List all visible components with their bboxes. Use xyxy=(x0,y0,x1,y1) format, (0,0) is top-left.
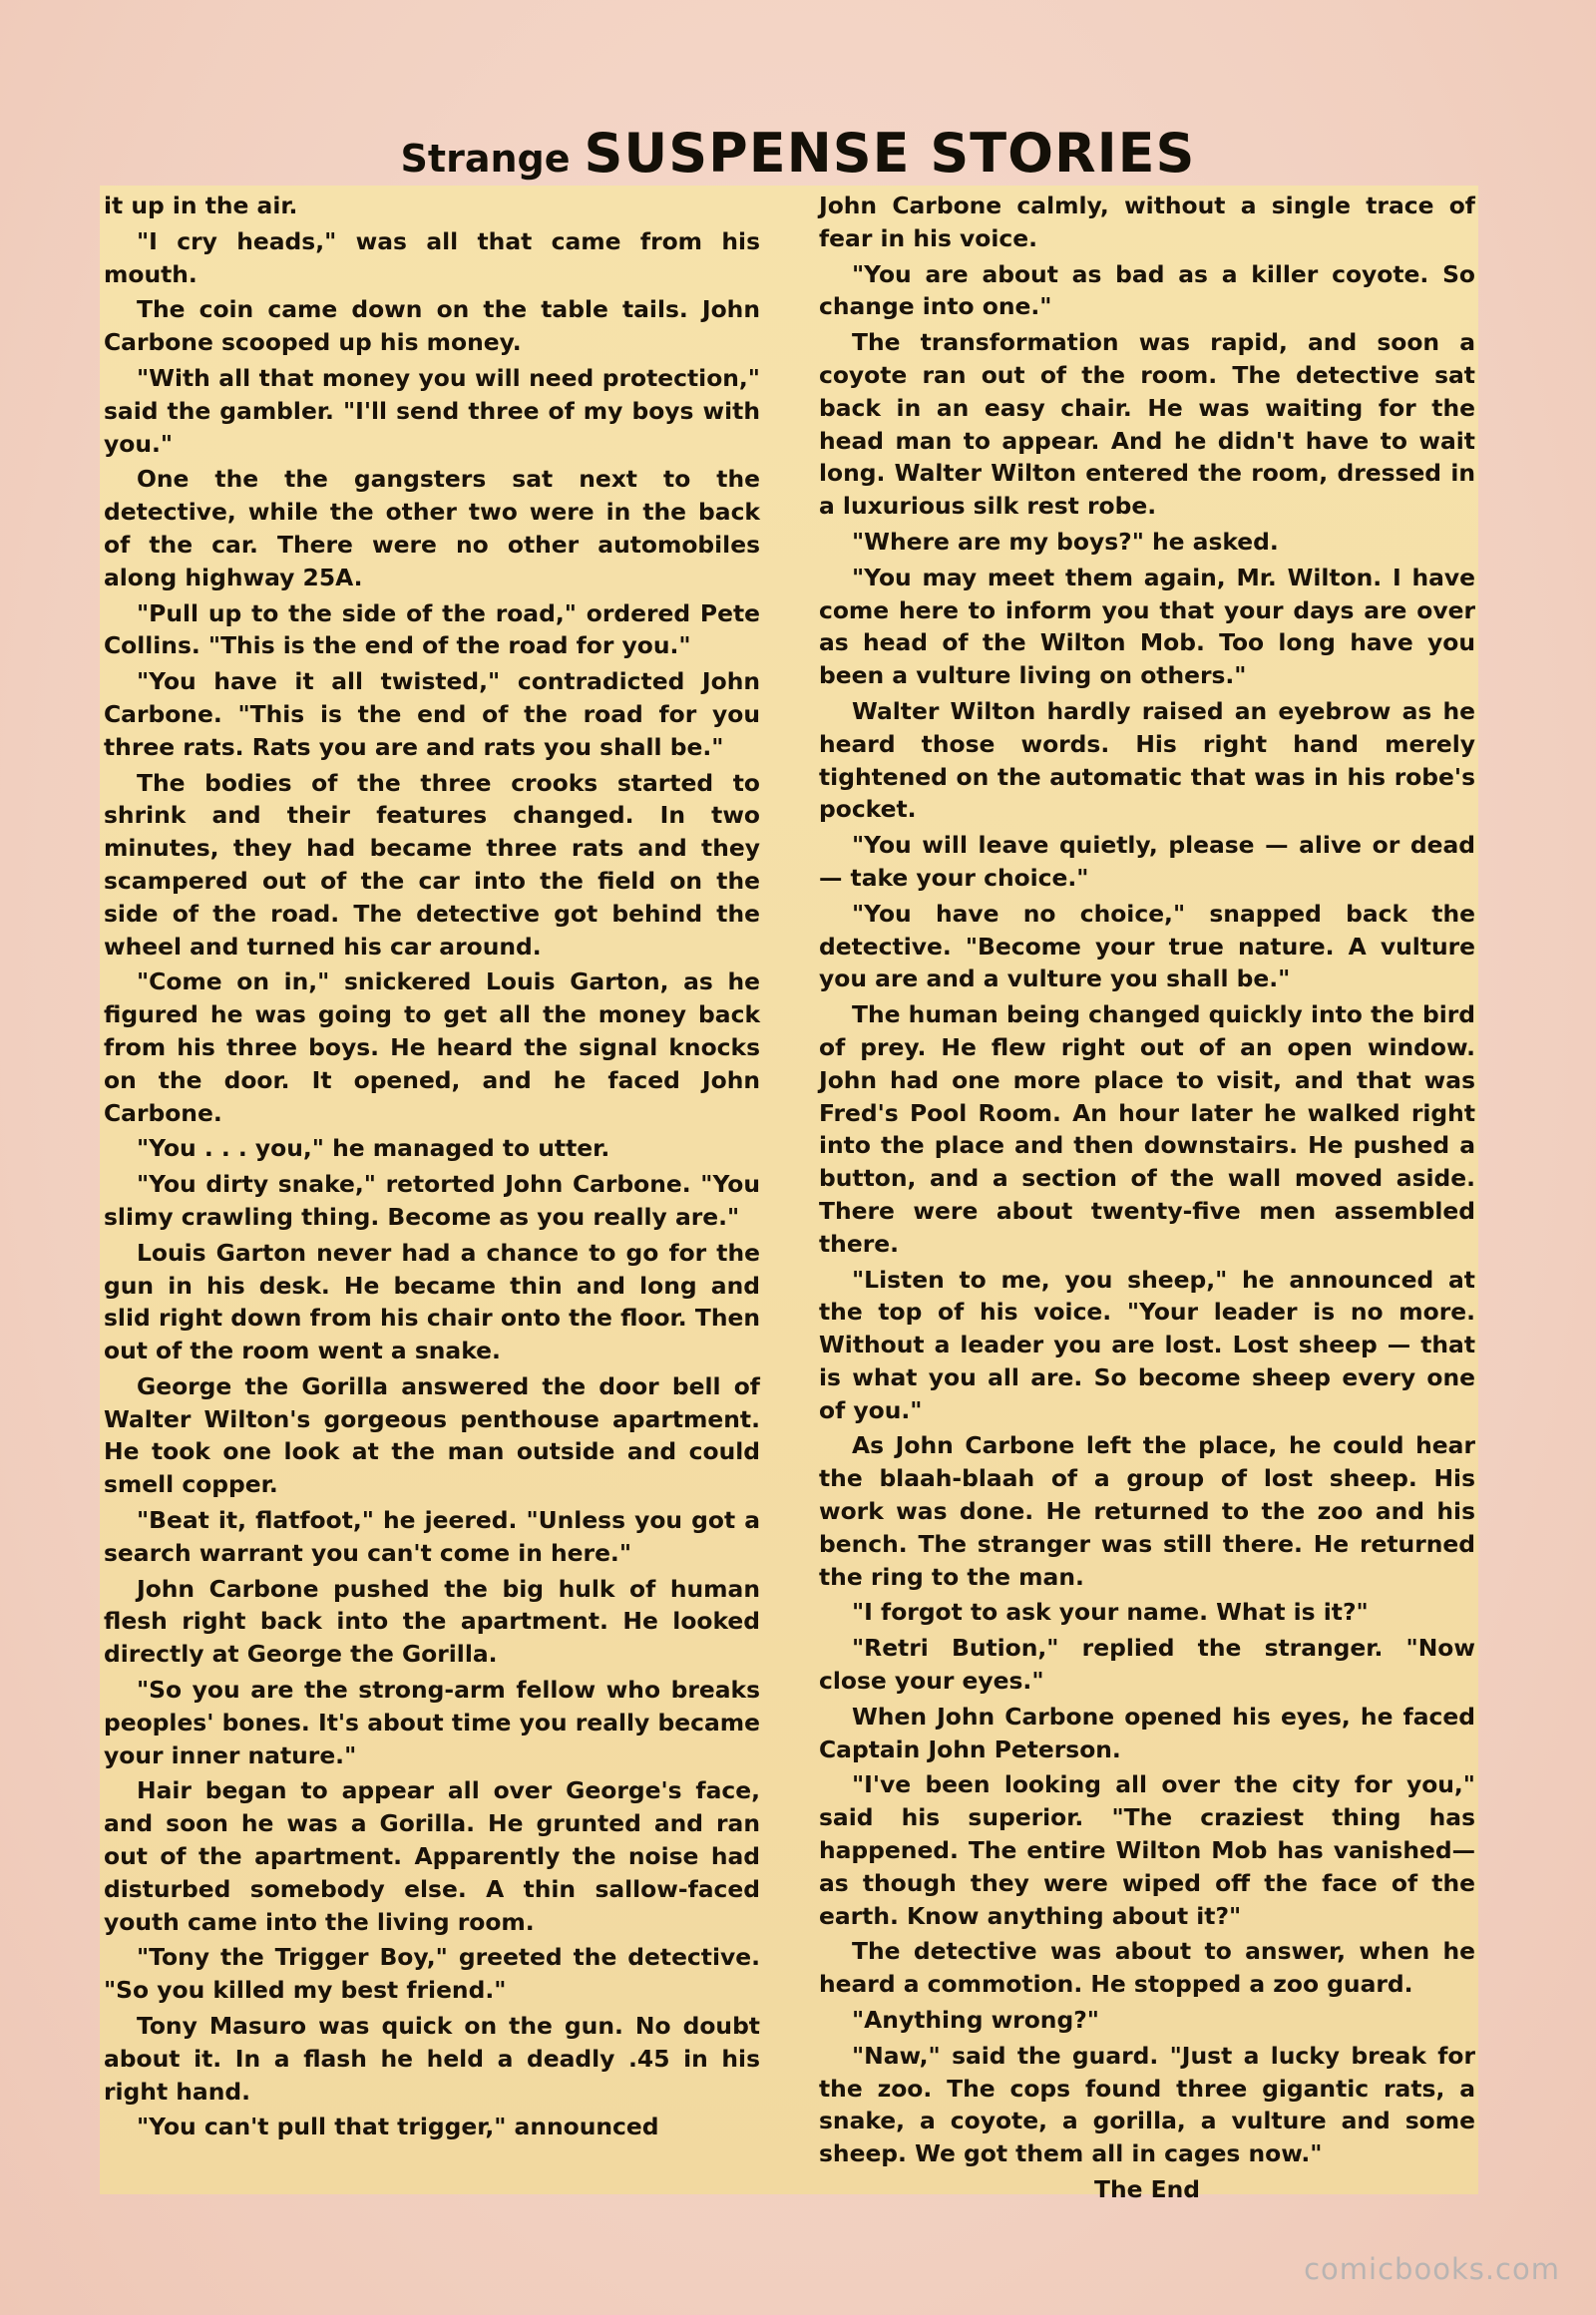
paragraph: "Listen to me, you sheep," he announced at the top of his voice. "Your leader is no more. Without a leader you are lost. Lost sheep — that is what you all are. So become sheep every one of you." xyxy=(819,1265,1475,1424)
paragraph: The human being changed quickly into the bird of prey. He flew right out of an open window. John had one more place to visit, and that was Fred's Pool Room. An hour later he walked right into the place and then downstairs. He pushed a button, and a section of the wall moved aside. There were about twenty-five men assembled there. xyxy=(819,1000,1475,1258)
paragraph: The coin came down on the table tails. John Carbone scooped up his money. xyxy=(104,295,760,357)
the-end-caption: The End xyxy=(1094,2175,1200,2204)
paragraph: "Retri Bution," replied the stranger. "Now close your eyes." xyxy=(819,1634,1475,1696)
paragraph: The detective was about to answer, when he heard a commotion. He stopped a zoo guard. xyxy=(819,1937,1475,1999)
paragraph: George the Gorilla answered the door bell of Walter Wilton's gorgeous penthouse apartment. He took one look at the man outside and could smell copper. xyxy=(104,1371,760,1499)
watermark: comicbooks.com xyxy=(1304,2252,1560,2286)
paragraph: "Anything wrong?" xyxy=(852,2006,1099,2035)
paragraph: One the the gangsters sat next to the detective, while the other two were in the back of the car. There were no other automobiles along highway 25A. xyxy=(104,465,760,591)
header-title: SUSPENSE STORIES xyxy=(584,122,1196,185)
paragraph: "You are about as bad as a killer coyote. So change into one." xyxy=(819,259,1475,321)
paragraph: As John Carbone left the place, he could hear the blaah-blaah of a group of lost sheep. His work was done. He returned to the zoo and his bench. The stranger was still there. He returned the ring to the man. xyxy=(819,1431,1475,1591)
paragraph: "With all that money you will need protection," said the gambler. "I'll send three of my boys with you." xyxy=(104,363,760,458)
paragraph: "Naw," said the guard. "Just a lucky break for the zoo. The cops found three gigantic rats, a snake, a coyote, a gorilla, a vulture and some sheep. We got them all in cages now." xyxy=(819,2041,1475,2168)
paragraph: "You have it all twisted," contradicted John Carbone. "This is the end of the road for you three rats. Rats you are and rats you shall be." xyxy=(104,667,760,761)
paragraph: "You can't pull that trigger," announced xyxy=(137,2113,659,2141)
paragraph: "I cry heads," was all that came from his mouth. xyxy=(104,226,760,288)
paragraph: "So you are the strong-arm fellow who breaks peoples' bones. It's about time you really became your inner nature." xyxy=(104,1676,760,1769)
header-prefix: Strange xyxy=(400,137,571,181)
left-column xyxy=(104,190,760,2146)
paragraph: "You dirty snake," retorted John Carbone. "You slimy crawling thing. Become as you really are." xyxy=(104,1170,760,1231)
page-header xyxy=(0,122,1596,185)
paragraph: "You may meet them again, Mr. Wilton. I have come here to inform you that your days are over as head of the Wilton Mob. Too long have you been a vulture living on others." xyxy=(819,563,1475,690)
paragraph: John Carbone pushed the big hulk of human flesh right back into the apartment. He looked directly at George the Gorilla. xyxy=(104,1574,760,1669)
paragraph: "I've been looking all over the city for you," said his superior. "The craziest thing has happened. The entire Wilton Mob has vanished— as though they were wiped off the face of the earth. Know anything about it?" xyxy=(819,1770,1475,1930)
paragraph: "You . . . you," he managed to utter. xyxy=(137,1134,610,1163)
paragraph: The bodies of the three crooks started to shrink and their features changed. In two minutes, they had became three rats and they scampered out of the car into the field on the side of the road. The detective got behind the wheel and turned his car around. xyxy=(104,768,760,961)
paragraph: "Come on in," snickered Louis Garton, as he figured he was going to get all the money back from his three boys. He heard the signal knocks on the door. It opened, and he faced John Carbone. xyxy=(104,967,760,1127)
paragraph: "Where are my boys?" he asked. xyxy=(852,527,1279,556)
paragraph: Tony Masuro was quick on the gun. No doubt about it. In a flash he held a deadly .45 in his right hand. xyxy=(104,2012,760,2106)
paragraph: The transformation was rapid, and soon a coyote ran out of the room. The detective sat back in an easy chair. He was waiting for the head man to appear. And he didn't have to wait long. Walter Wilton entered the room, dressed in a luxurious silk rest robe. xyxy=(819,328,1475,521)
paragraph: "I forgot to ask your name. What is it?" xyxy=(852,1598,1369,1627)
paragraph: John Carbone calmly, without a single trace of fear in his voice. xyxy=(819,192,1475,252)
paragraph: When John Carbone opened his eyes, he faced Captain John Peterson. xyxy=(819,1702,1475,1763)
paragraph: Walter Wilton hardly raised an eyebrow as he heard those words. His right hand merely tightened on the automatic that was in his robe's pocket. xyxy=(819,696,1475,824)
paragraph: "Beat it, flatfoot," he jeered. "Unless you got a search warrant you can't come in here." xyxy=(104,1506,760,1567)
paragraph: "You will leave quietly, please — alive or dead — take your choice." xyxy=(819,831,1475,892)
paragraph: "Tony the Trigger Boy," greeted the detective. "So you killed my best friend." xyxy=(104,1943,760,2005)
paragraph: "You have no choice," snapped back the detective. "Become your true nature. A vulture you are and a vulture you shall be." xyxy=(819,899,1475,993)
paragraph: "Pull up to the side of the road," ordered Pete Collins. "This is the end of the road for you." xyxy=(104,598,760,660)
paragraph: it up in the air. xyxy=(104,192,298,219)
paragraph: Hair began to appear all over George's face, and soon he was a Gorilla. He grunted and ran out of the apartment. Apparently the noise had disturbed somebody else. A thin sallow-faced youth came into the living room. xyxy=(104,1776,760,1936)
right-column xyxy=(819,190,1475,2209)
paragraph: Louis Garton never had a chance to go for the gun in his desk. He became thin and long and slid right down from his chair onto the floor. Then out of the room went a snake. xyxy=(104,1238,760,1365)
